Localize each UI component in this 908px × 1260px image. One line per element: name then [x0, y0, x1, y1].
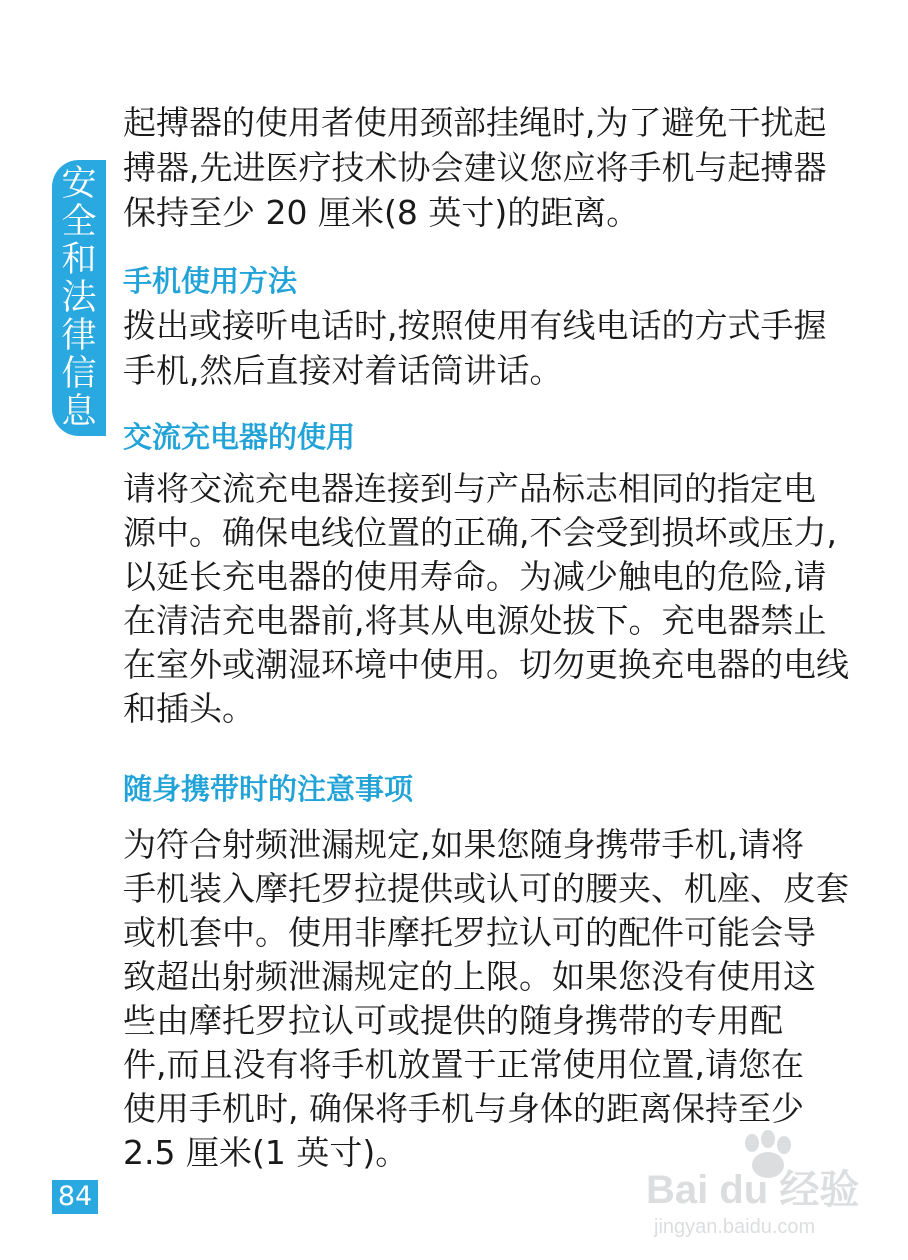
watermark-brand: Bai du 经验	[646, 1168, 860, 1212]
watermark-url: jingyan.baidu.com	[654, 1216, 816, 1238]
phone-usage-paragraph	[123, 303, 827, 393]
paragraph-line: 搏器,先进医疗技术协会建议您应将手机与起搏器	[123, 148, 827, 187]
paragraph-line: 致超出射频泄漏规定的上限。如果您没有使用这	[123, 957, 816, 996]
paragraph-line: 手机,然后直接对着话筒讲话。	[123, 351, 563, 390]
section-heading: 随身携带时的注意事项	[123, 772, 414, 806]
paragraph-line: 拨出或接听电话时,按照使用有线电话的方式手握	[123, 306, 827, 345]
paragraph-line: 在室外或潮湿环境中使用。切勿更换充电器的电线	[123, 645, 849, 684]
side-tab-char: 律	[61, 316, 97, 356]
paragraph-line: 些由摩托罗拉认可或提供的随身携带的专用配	[123, 1001, 783, 1040]
page-content	[123, 100, 849, 1175]
section-heading: 手机使用方法	[123, 264, 298, 298]
paragraph-line: 在清洁充电器前,将其从电源处拔下。充电器禁止	[123, 601, 827, 640]
section-heading: 交流充电器的使用	[123, 420, 356, 454]
side-tab-char: 全	[61, 202, 97, 242]
paragraph-line: 源中。确保电线位置的正确,不会受到损坏或压力,	[123, 513, 837, 552]
paragraph-line: 为符合射频泄漏规定,如果您随身携带手机,请将	[123, 825, 804, 864]
paragraph-line: 请将交流充电器连接到与产品标志相同的指定电	[123, 469, 816, 508]
side-tab-char: 和	[61, 240, 97, 280]
side-tab-char: 信	[61, 354, 97, 394]
section-side-tab	[52, 160, 106, 436]
paragraph-line: 手机装入摩托罗拉提供或认可的腰夹、机座、皮套	[123, 869, 849, 908]
paragraph-line: 以延长充电器的使用寿命。为减少触电的危险,请	[123, 557, 827, 596]
paragraph-line: 2.5 厘米(1 英寸)。	[123, 1133, 409, 1172]
carrying-paragraph	[123, 823, 849, 1175]
side-tab-char: 法	[61, 278, 97, 318]
paragraph-line: 起搏器的使用者使用颈部挂绳时,为了避免干扰起	[123, 103, 827, 142]
pacemaker-paragraph	[123, 100, 827, 235]
paragraph-line: 或机套中。使用非摩托罗拉认可的配件可能会导	[123, 913, 816, 952]
side-tab-char: 安	[61, 164, 97, 204]
charger-paragraph	[123, 467, 849, 731]
side-tab-char: 息	[61, 392, 97, 432]
paragraph-line: 保持至少 20 厘米(8 英寸)的距离。	[123, 193, 640, 232]
paragraph-line: 件,而且没有将手机放置于正常使用位置,请您在	[123, 1045, 804, 1084]
page-number: 84	[52, 1180, 98, 1214]
paragraph-line: 使用手机时, 确保将手机与身体的距离保持至少	[123, 1089, 804, 1128]
paragraph-line: 和插头。	[123, 689, 255, 728]
